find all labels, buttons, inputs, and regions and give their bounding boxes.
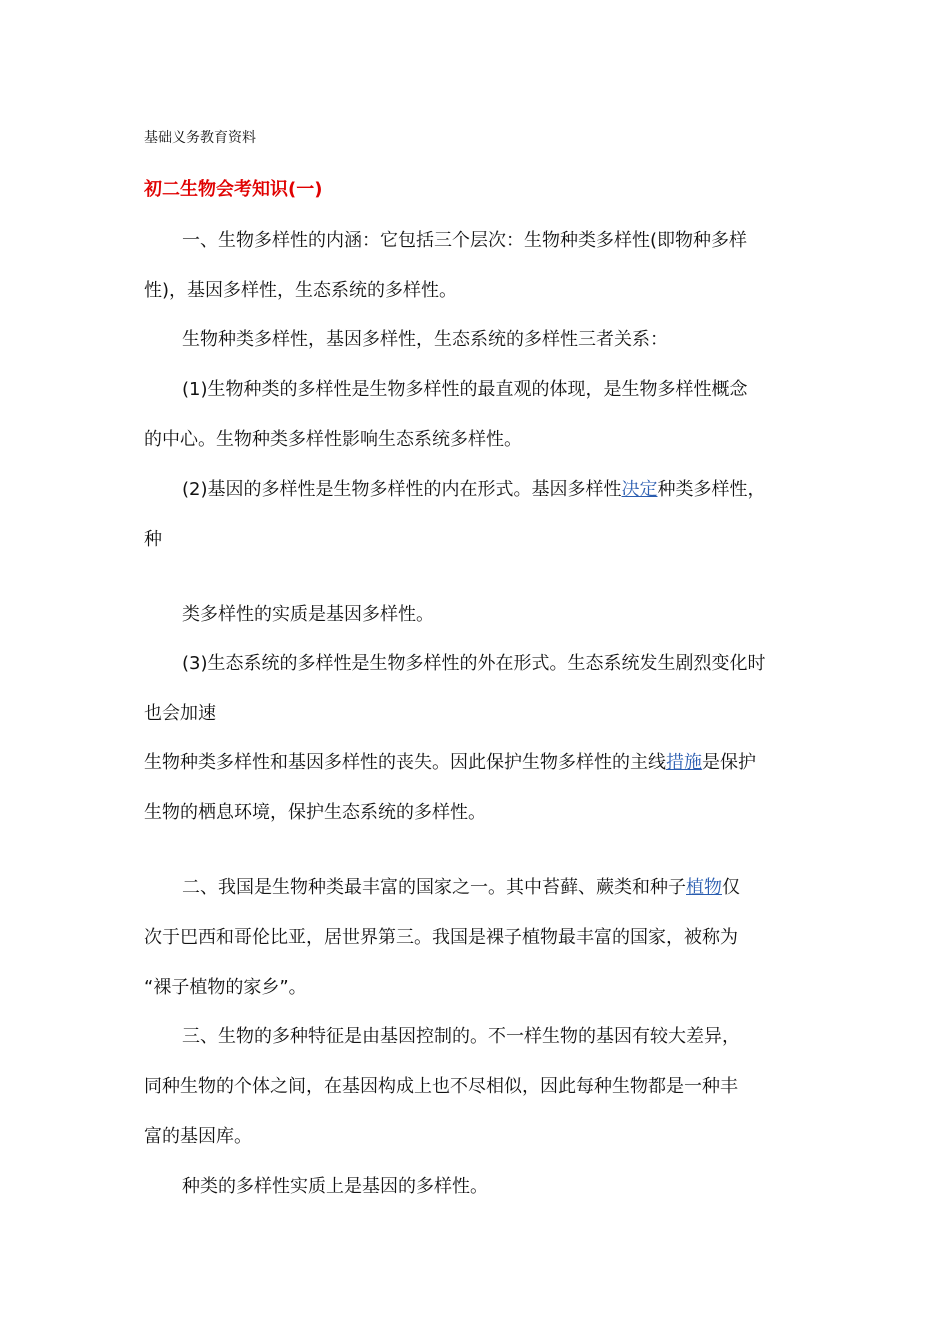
paragraph-line: 的中心。生物种类多样性影响生态系统多样性。 bbox=[144, 429, 522, 450]
text-segment: (2)基因的多样性是生物多样性的内在形式。基因多样性 bbox=[182, 479, 622, 500]
paragraph-line: 一、生物多样性的内涵：它包括三个层次：生物种类多样性(即物种多样 bbox=[182, 230, 748, 251]
paragraph-line: 生物的栖息环境，保护生态系统的多样性。 bbox=[144, 802, 486, 823]
link-cuoshi[interactable]: 措施 bbox=[666, 752, 702, 773]
document-title: 初二生物会考知识(一) bbox=[144, 179, 323, 200]
paragraph-line: 三、生物的多种特征是由基因控制的。不一样生物的基因有较大差异， bbox=[182, 1026, 740, 1047]
text-segment: 生物种类多样性和基因多样性的丧失。因此保护生物多样性的主线 bbox=[144, 752, 666, 773]
text-segment: 仅 bbox=[722, 877, 740, 898]
text-segment: 二、我国是生物种类最丰富的国家之一。其中苔藓、蕨类和种子 bbox=[182, 877, 686, 898]
paragraph-line: “裸子植物的家乡”。 bbox=[144, 977, 307, 998]
paragraph-line: 同种生物的个体之间，在基因构成上也不尽相似，因此每种生物都是一种丰 bbox=[144, 1076, 738, 1097]
paragraph-line: 富的基因库。 bbox=[144, 1126, 252, 1147]
paragraph-line: (1)生物种类的多样性是生物多样性的最直观的体现，是生物多样性概念 bbox=[182, 379, 748, 400]
paragraph-line bbox=[182, 876, 740, 900]
paragraph-line: 次于巴西和哥伦比亚，居世界第三。我国是裸子植物最丰富的国家，被称为 bbox=[144, 927, 738, 948]
text-segment: 是保护 bbox=[702, 752, 756, 773]
paragraph-line: (3)生态系统的多样性是生物多样性的外在形式。生态系统发生剧烈变化时 bbox=[182, 653, 766, 674]
paragraph-line: 性)，基因多样性，生态系统的多样性。 bbox=[144, 280, 458, 301]
link-zhiwu[interactable]: 植物 bbox=[686, 877, 722, 898]
document-header: 基础义务教育资料 bbox=[144, 130, 256, 146]
paragraph-line: 生物种类多样性，基因多样性，生态系统的多样性三者关系： bbox=[182, 329, 668, 350]
text-segment: 种类多样性， bbox=[657, 479, 766, 500]
paragraph-line: 也会加速 bbox=[144, 703, 216, 724]
paragraph-line: 种 bbox=[144, 529, 162, 550]
paragraph-line: 种类的多样性实质上是基因的多样性。 bbox=[182, 1176, 488, 1197]
paragraph-line bbox=[144, 751, 756, 775]
link-juedingg[interactable]: 决定 bbox=[621, 479, 658, 500]
paragraph-line: 类多样性的实质是基因多样性。 bbox=[182, 604, 434, 625]
paragraph-line bbox=[182, 478, 766, 502]
